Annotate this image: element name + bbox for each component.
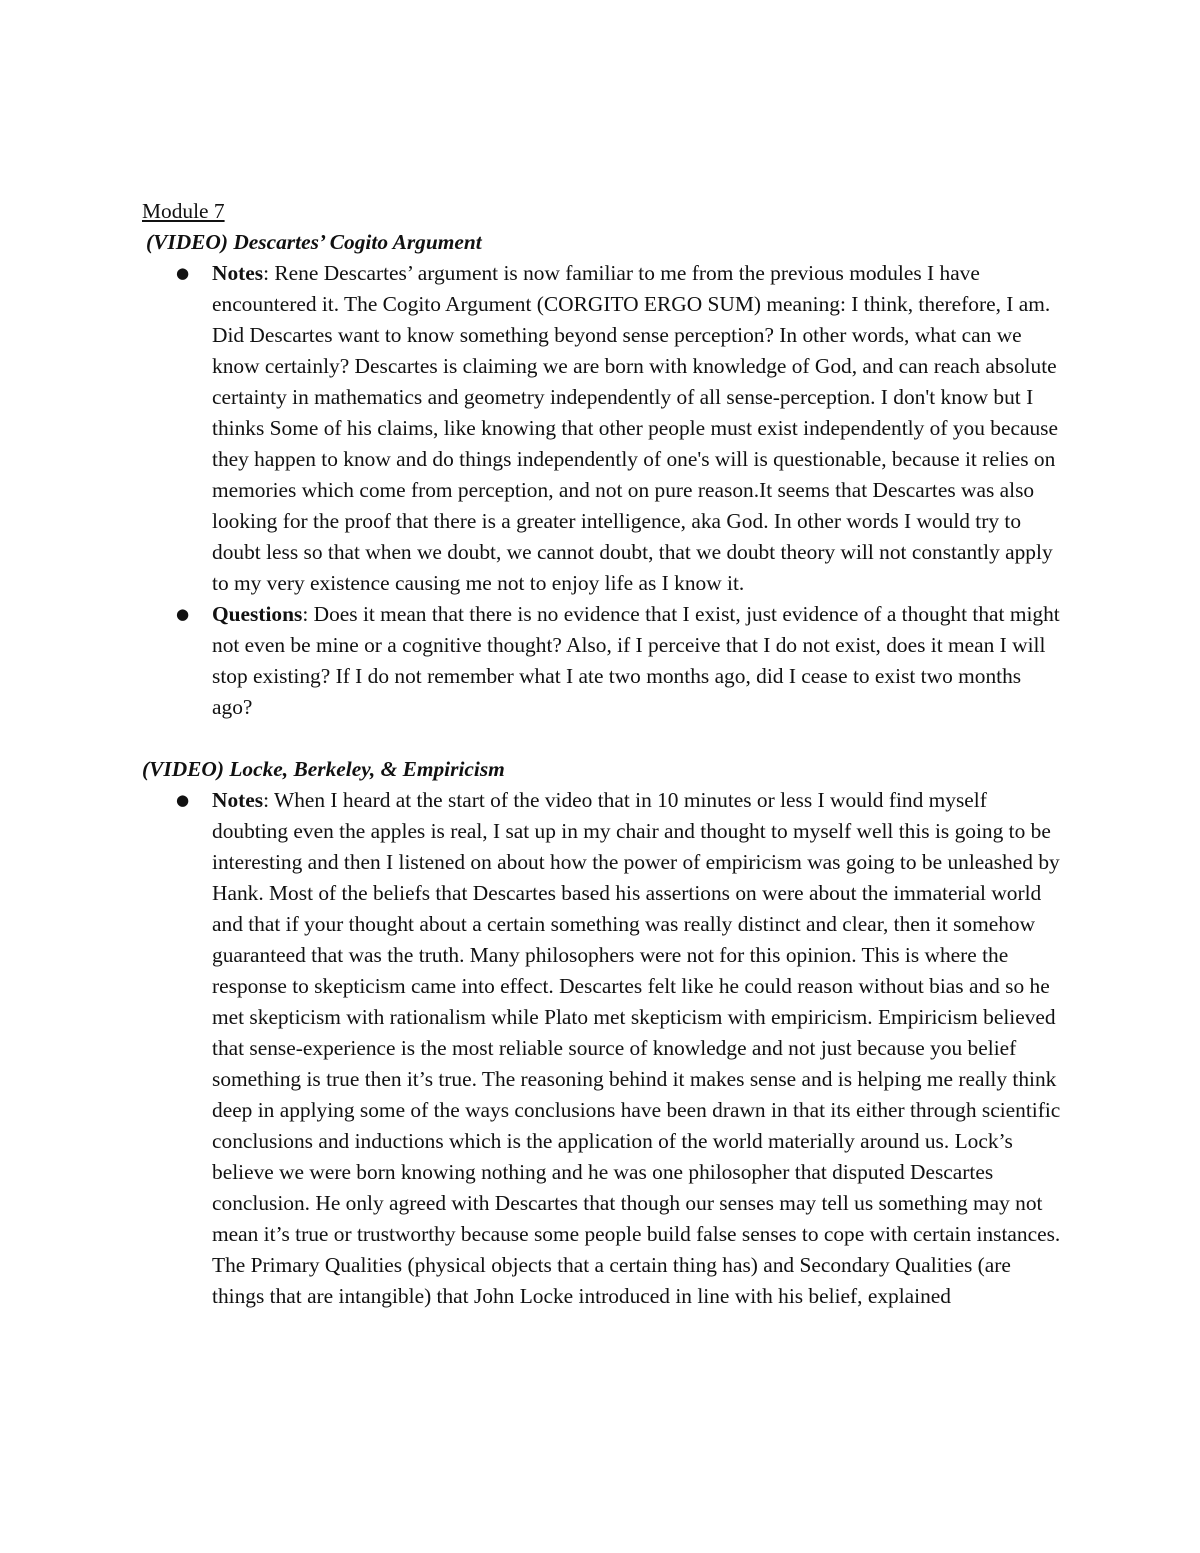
item-label: Questions (212, 602, 303, 626)
module-title: Module 7 (142, 199, 225, 223)
section-spacer (142, 723, 1062, 754)
section-title-cogito: (VIDEO) Descartes’ Cogito Argument (146, 230, 482, 254)
item-separator: : (263, 261, 275, 285)
section-list-empiricism (142, 785, 1062, 1312)
document-body (142, 196, 1062, 1312)
item-text: Rene Descartes’ argument is now familiar to me from the previous modules I have encountered it. The Cogito Argument (CORGITO ERGO SUM) meaning: I think, therefore, I am. Did Descartes want to know something beyond sense perception? In other words, what can we know certainly? Descartes is claiming we are born with knowledge of God, and can reach absolute certainty in mathematics and geometry independently of all sense-perception. I don't know but I thinks Some of his claims, like knowing that other people must exist independently of you because they happen to know and do things independently of one's will is questionable, because it relies on memories which come from perception, and not on pure reason.It seems that Descartes was also looking for the proof that there is a greater intelligence, aka God. In other words I would try to doubt less so that when we doubt, we cannot doubt, that we doubt theory will not constantly apply to my very existence causing me not to enjoy life as I know it. (212, 261, 1058, 595)
section-title-empiricism: (VIDEO) Locke, Berkeley, & Empiricism (142, 757, 505, 781)
item-separator: : (302, 602, 314, 626)
list-item-empiricism-notes (142, 785, 1062, 1312)
item-separator: : (263, 788, 274, 812)
item-label: Notes (212, 261, 264, 285)
list-item-cogito-notes (142, 258, 1062, 599)
item-text: Does it mean that there is no evidence that I exist, just evidence of a thought that might not even be mine or a cognitive thought? Also, if I perceive that I do not exist, does it mean I will stop existing? If I do not remember what I ate two months ago, did I cease to exist two months ago? (212, 602, 1060, 719)
item-label: Notes (212, 788, 264, 812)
bullet-icon: ● (176, 605, 190, 623)
item-text: When I heard at the start of the video that in 10 minutes or less I would find myself doubting even the apples is real, I sat up in my chair and thought to myself well this is going to be interesting and then I listened on about how the power of empiricism was going to be unleashed by Hank. Most of the beliefs that Descartes based his assertions on were about the immaterial world and that if your thought about a certain something was really distinct and clear, then it somehow guaranteed that was the truth. Many philosophers were not for this opinion. This is where the response to skepticism came into effect. Descartes felt like he could reason without bias and so he met skepticism with rationalism while Plato met skepticism with empiricism. Empiricism believed that sense-experience is the most reliable source of knowledge and not just because you belief something is true then it’s true. The reasoning behind it makes sense and is helping me really think deep in applying some of the ways conclusions have been drawn in that its either through scientific conclusions and inductions which is the application of the world materially around us. Lock’s believe we were born knowing nothing and he was one philosopher that disputed Descartes conclusion. He only agreed with Descartes that though our senses may tell us something may not mean it’s true or trustworthy because some people build false senses to cope with certain instances. The Primary Qualities (physical objects that a certain thing has) and Secondary Qualities (are things that are intangible) that John Locke introduced in line with his belief, explained (212, 788, 1061, 1308)
bullet-icon: ● (176, 264, 190, 282)
section-list-cogito (142, 258, 1062, 723)
bullet-icon: ● (176, 791, 190, 809)
list-item-cogito-questions (142, 599, 1062, 723)
